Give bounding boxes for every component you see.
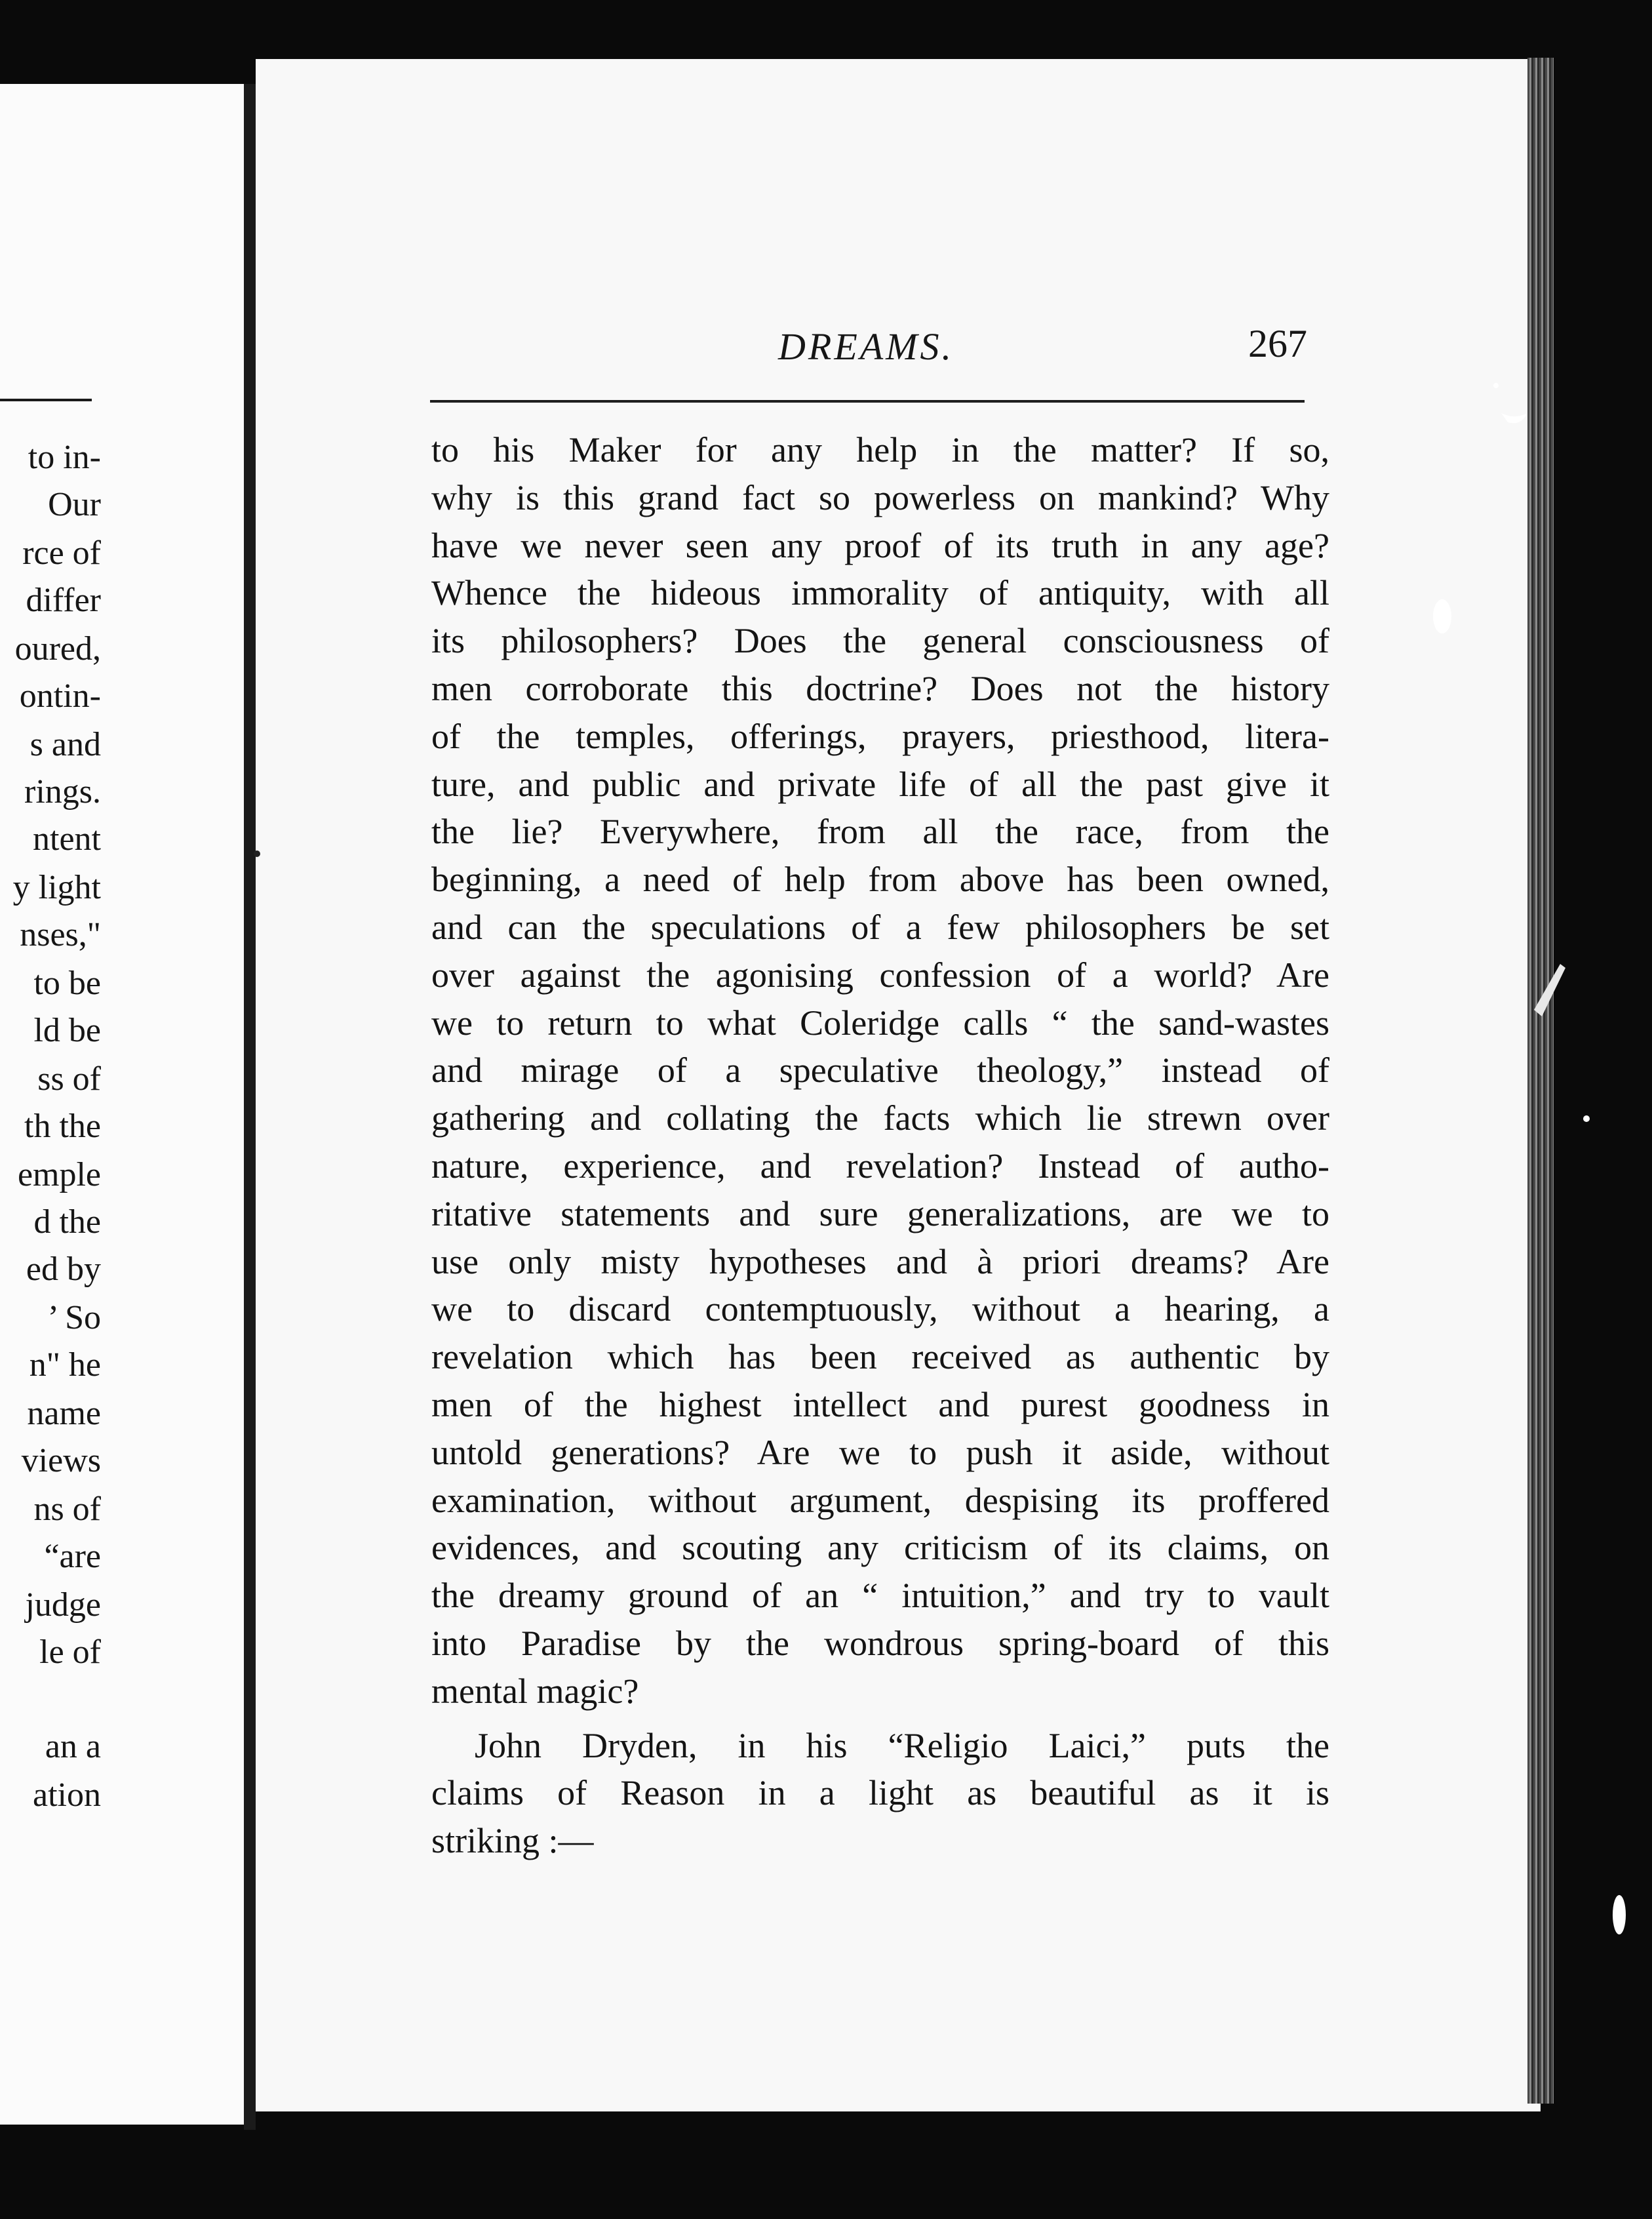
left-line: emple [17, 1156, 101, 1193]
text-line: Whence the hideous immorality of antiquity, with all [431, 573, 1329, 613]
left-page-rule [0, 399, 92, 401]
left-line: differ [26, 582, 101, 619]
text-line: over against the agonising confession of a world? Are [431, 955, 1329, 995]
text-line: have we never seen any proof of its truth in any age? [431, 525, 1329, 565]
left-line: nses," [20, 916, 101, 953]
dust-speck [1613, 1895, 1626, 1934]
left-line: th the [24, 1108, 101, 1145]
left-line: “are [44, 1538, 101, 1575]
text-line: striking :— [431, 1821, 594, 1861]
text-line: we to return to what Coleridge calls “ the sand-wastes [431, 1003, 1329, 1043]
left-line: ’ So [47, 1299, 101, 1336]
left-line: ed by [26, 1250, 101, 1288]
text-line: we to discard contemptuously, without a hearing, a [431, 1289, 1329, 1329]
left-line: ntent [33, 820, 101, 858]
left-line: an a [45, 1728, 101, 1765]
text-line: beginning, a need of help from above has been owned, [431, 860, 1329, 900]
text-line: and can the speculations of a few philosophers be set [431, 907, 1329, 947]
left-line: s and [30, 726, 101, 763]
text-line: into Paradise by the wondrous spring-board of this [431, 1623, 1329, 1663]
left-line: ontin- [19, 677, 101, 715]
text-line: of the temples, offerings, prayers, priesthood, litera- [431, 716, 1329, 756]
left-line: ation [33, 1776, 101, 1814]
left-line: to in- [28, 439, 101, 476]
left-line: to be [33, 965, 101, 1002]
left-line: le of [39, 1633, 101, 1671]
left-line: Our [48, 486, 101, 523]
left-line: d the [33, 1203, 101, 1241]
text-line: claims of Reason in a light as beautiful as it is [431, 1773, 1329, 1813]
left-line: ld be [33, 1012, 101, 1049]
left-line: oured, [14, 630, 101, 668]
left-line: name [27, 1395, 101, 1432]
left-line: ss of [37, 1060, 101, 1098]
text-line: gathering and collating the facts which lie strewn over [431, 1098, 1329, 1138]
head-rule [430, 400, 1305, 403]
left-line: views [21, 1442, 101, 1479]
text-line: the dreamy ground of an “ intuition,” and try to vault [431, 1576, 1329, 1616]
text-line: untold generations? Are we to push it aside, without [431, 1432, 1329, 1472]
text-line: John Dryden, in his “Religio Laici,” puts the [475, 1725, 1329, 1765]
left-facing-page [0, 84, 244, 2125]
left-line: ns of [33, 1490, 101, 1528]
right-page [256, 59, 1541, 2111]
left-line: judge [25, 1586, 101, 1624]
left-line: rce of [22, 534, 101, 572]
running-title: DREAMS. [778, 325, 954, 368]
text-line: men corroborate this doctrine? Does not the history [431, 668, 1329, 708]
text-line: ture, and public and private life of all the past give it [431, 764, 1329, 804]
text-line: nature, experience, and revelation? Instead of autho- [431, 1146, 1329, 1186]
text-line: ritative statements and sure generalizations, are we to [431, 1193, 1329, 1233]
text-line: its philosophers? Does the general consciousness of [431, 621, 1329, 661]
text-line: evidences, and scouting any criticism of its claims, on [431, 1528, 1329, 1568]
text-line: and mirage of a speculative theology,” instead of [431, 1050, 1329, 1090]
text-line: men of the highest intellect and purest goodness in [431, 1384, 1329, 1424]
left-line: rings. [24, 773, 101, 810]
page-number: 267 [1248, 322, 1307, 365]
text-line: use only misty hypotheses and à priori dreams? Are [431, 1241, 1329, 1281]
dust-speck [1583, 1115, 1590, 1122]
text-line: the lie? Everywhere, from all the race, from the [431, 812, 1329, 852]
left-line: n" he [29, 1346, 101, 1384]
book-gutter [244, 84, 256, 2130]
left-line: y light [12, 869, 101, 906]
text-line: examination, without argument, despising its proffered [431, 1480, 1329, 1520]
text-line: mental magic? [431, 1671, 639, 1711]
text-line: why is this grand fact so powerless on mankind? Why [431, 477, 1329, 517]
text-line: revelation which has been received as authentic by [431, 1337, 1329, 1377]
page-edges [1527, 58, 1554, 2104]
text-line: to his Maker for any help in the matter? If so, [431, 430, 1329, 470]
body-text [431, 426, 1329, 1865]
